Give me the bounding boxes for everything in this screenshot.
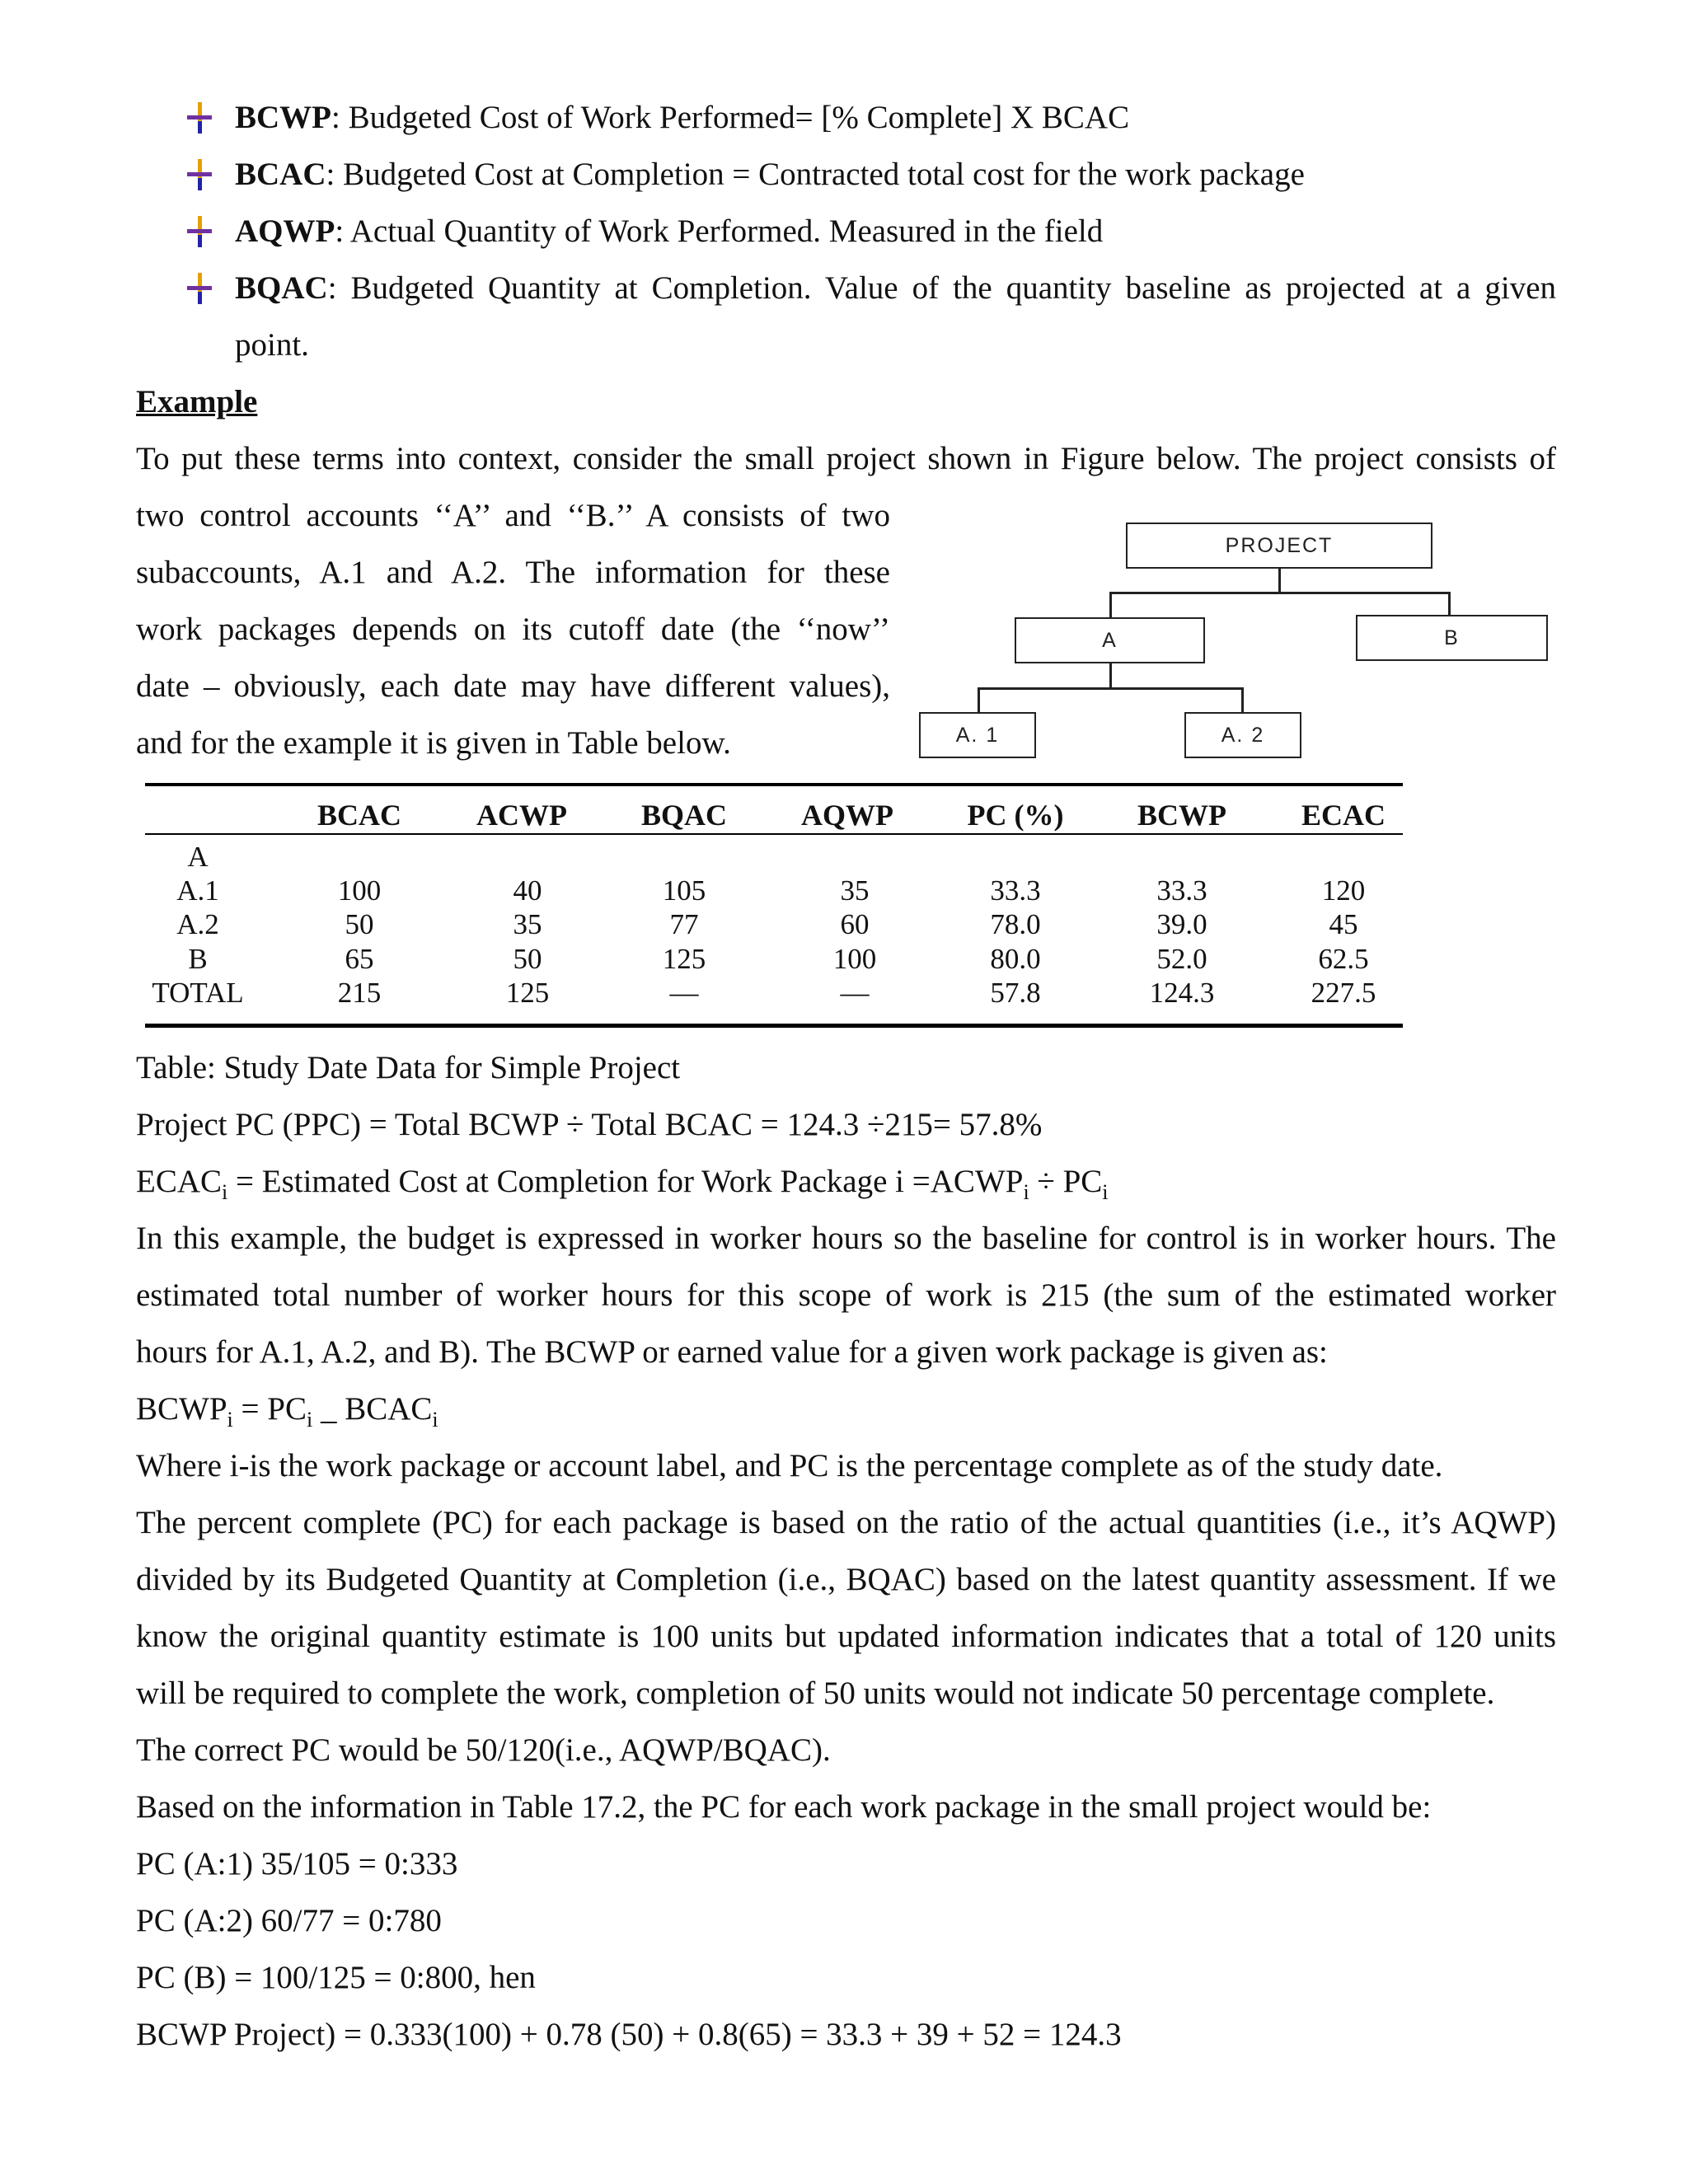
intro-line-4: work packages depends on its cutoff date (the ‘‘now’’: [136, 612, 890, 647]
paragraph-1-line-1: In this example, the budget is expressed in worker hours so the baseline for control is in worker hours. The: [136, 1221, 1556, 1256]
paragraph-2-line-4: will be required to complete the work, completion of 50 units would not indicate 50 percentage complete.: [136, 1675, 1495, 1711]
bullet-aqwp: AQWP: Actual Quantity of Work Performed. Measured in the field: [235, 213, 1104, 249]
table-caption: Table: Study Date Data for Simple Project: [136, 1050, 681, 1085]
connector-line: [978, 687, 1243, 690]
bullet-icon: [187, 159, 212, 190]
table-cell: 33.3: [990, 874, 1041, 907]
col-header-ecac: ECAC: [1301, 799, 1386, 832]
table-cell: 215: [337, 977, 382, 1009]
ppc-formula: Project PC (PPC) = Total BCWP ÷ Total BCAC = 124.3 ÷215= 57.8%: [136, 1107, 1043, 1142]
table-cell: 125: [505, 977, 550, 1009]
table-cell: 125: [662, 943, 706, 975]
bullet-bqac-continued: point.: [235, 327, 309, 363]
col-header-pc: PC (%): [967, 799, 1064, 832]
intro-line-6: and for the example it is given in Table below.: [136, 725, 731, 761]
org-node-a2: A. 2: [1184, 712, 1301, 758]
intro-line-2: two control accounts ‘‘A’’ and ‘‘B.’’ A consists of two: [136, 498, 890, 533]
table-cell: 50: [513, 943, 542, 975]
col-header-aqwp: AQWP: [801, 799, 893, 832]
ecac-formula: $ECAC_i$ = Estimated Cost at Completion for Work Package $i =ACWP_i \div PC_i$: [136, 1164, 1109, 1204]
col-header-bcac: BCAC: [316, 799, 401, 832]
connector-line: [1109, 663, 1112, 689]
row-label-total: TOTAL: [152, 977, 244, 1009]
bullet-bcwp: BCWP: Budgeted Cost of Work Performed= [% Complete] X BCAC: [235, 100, 1130, 135]
table-cell: 65: [345, 943, 374, 975]
table-cell: 77: [669, 908, 699, 940]
bcwp-project-line: BCWP Project) = 0.333(100) + 0.78 (50) + 0.8(65) = 33.3 + 39 + 52 = 124.3: [136, 2017, 1122, 2052]
bullet-bqac: BQAC: Budgeted Quantity at Completion. Value of the quantity baseline as projected at a given: [235, 270, 1556, 306]
table-cell: 35: [840, 874, 870, 907]
table-cell: 227.5: [1311, 977, 1376, 1009]
connector-line: [1241, 687, 1244, 712]
bullet-bcac: BCAC: Budgeted Cost at Completion = Contracted total cost for the work package: [235, 157, 1305, 192]
pc-a1-line: PC (A:1) 35/105 = 0:333: [136, 1846, 458, 1882]
table-top-rule: [145, 783, 1403, 786]
table-cell: 57.8: [990, 977, 1041, 1009]
table-cell: 100: [832, 943, 877, 975]
table-cell: 120: [1321, 874, 1366, 907]
table-cell: 78.0: [990, 908, 1041, 940]
table-cell: 100: [337, 874, 382, 907]
table-cell: 39.0: [1156, 908, 1207, 940]
bullet-icon: [187, 273, 212, 304]
paragraph-2-line-2: divided by its Budgeted Quantity at Completion (i.e., BQAC) based on the latest quantity assessment. If we: [136, 1562, 1556, 1597]
connector-line: [1109, 592, 1450, 594]
based-on-line: Based on the information in Table 17.2, the PC for each work package in the small project would be:: [136, 1789, 1432, 1825]
row-label-a1: A.1: [176, 874, 219, 907]
table-cell: 35: [513, 908, 542, 940]
row-label-a: A: [187, 841, 209, 873]
intro-line-3: subaccounts, A.1 and A.2. The information for these: [136, 555, 890, 590]
table-cell: 124.3: [1149, 977, 1215, 1009]
example-heading: Example: [136, 384, 258, 419]
table-cell: 80.0: [990, 943, 1041, 975]
intro-line-1: To put these terms into context, consider the small project shown in Figure below. The project consists of: [136, 441, 1556, 476]
paragraph-1-line-3: hours for A.1, A.2, and B). The BCWP or earned value for a given work package is given as:: [136, 1334, 1328, 1370]
table-cell: —: [840, 977, 870, 1009]
connector-line: [978, 687, 980, 712]
org-node-a1: A. 1: [919, 712, 1036, 758]
paragraph-2-line-5: The correct PC would be 50/120(i.e., AQWP/BQAC).: [136, 1732, 831, 1768]
bcwp-formula: $BCWP_i = PC_i$ _ $BCAC_i$: [136, 1391, 438, 1432]
table-cell: 60: [840, 908, 870, 940]
table-cell: —: [669, 977, 699, 1009]
row-label-b: B: [188, 943, 208, 975]
paragraph-2-line-1: The percent complete (PC) for each package is based on the ratio of the actual quantities (i.e., it’s AQWP): [136, 1505, 1556, 1540]
pc-b-line: PC (B) = 100/125 = 0:800, hen: [136, 1960, 536, 1995]
pc-a2-line: PC (A:2) 60/77 = 0:780: [136, 1903, 442, 1938]
table-cell: 33.3: [1156, 874, 1207, 907]
table-cell: 62.5: [1318, 943, 1369, 975]
table-cell: 52.0: [1156, 943, 1207, 975]
org-node-b: B: [1356, 615, 1548, 661]
connector-line: [1278, 569, 1281, 593]
org-node-project: PROJECT: [1126, 523, 1432, 569]
col-header-bqac: BQAC: [640, 799, 727, 832]
intro-line-5: date – obviously, each date may have different values),: [136, 668, 890, 704]
table-cell: 45: [1329, 908, 1358, 940]
where-line: Where i-is the work package or account label, and PC is the percentage complete as of the study date.: [136, 1448, 1443, 1483]
paragraph-1-line-2: estimated total number of worker hours for this scope of work is 215 (the sum of the estimated worker: [136, 1277, 1556, 1313]
table-cell: 40: [513, 874, 542, 907]
table-cell: 105: [662, 874, 706, 907]
bullet-icon: [187, 216, 212, 247]
org-node-a: A: [1015, 617, 1205, 663]
table-cell: 50: [345, 908, 374, 940]
col-header-bcwp: BCWP: [1137, 799, 1226, 832]
connector-line: [1109, 592, 1112, 617]
paragraph-2-line-3: know the original quantity estimate is 100 units but updated information indicates that a total of 120 units: [136, 1619, 1556, 1654]
row-label-a2: A.2: [176, 908, 219, 940]
table-bottom-rule: [145, 1024, 1403, 1028]
col-header-acwp: ACWP: [476, 799, 567, 832]
table-header-rule: [145, 833, 1403, 835]
bullet-icon: [187, 102, 212, 134]
connector-line: [1448, 592, 1451, 617]
